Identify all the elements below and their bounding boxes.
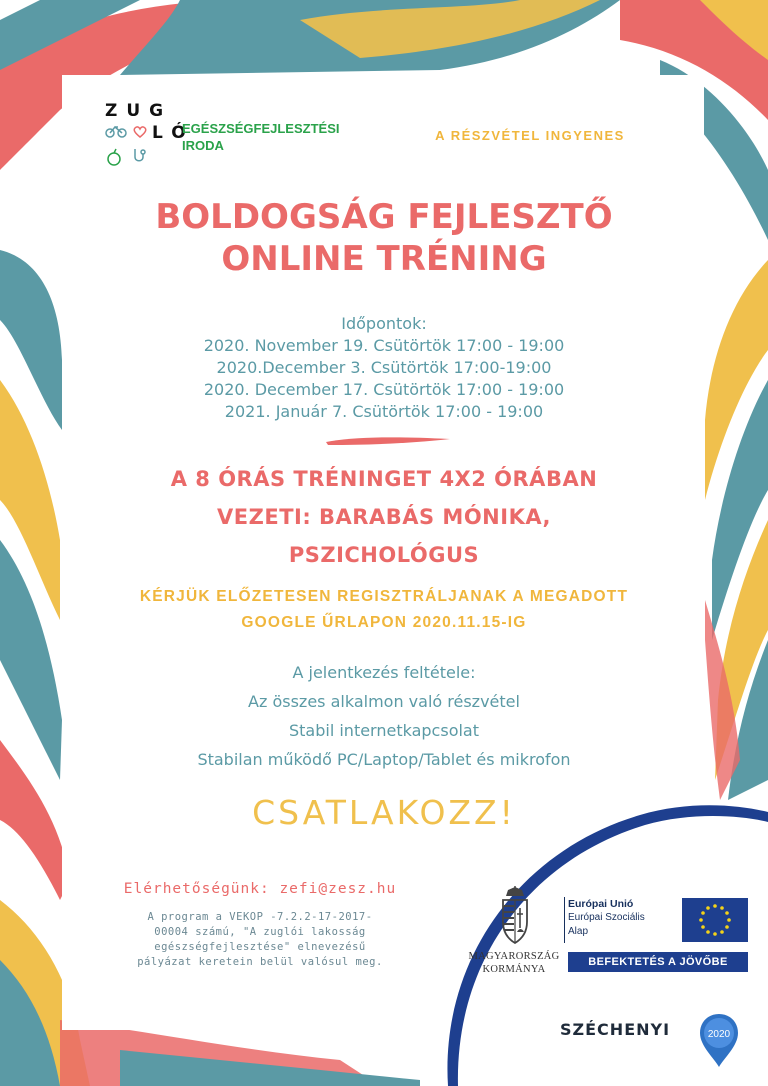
hungary-government-label: MAGYARORSZÁG KORMÁNYA [468,951,560,975]
date-item: 2020. November 19. Csütörtök 17:00 - 19:00 [203,336,565,355]
contact-email: Elérhetőségünk: zefi@zesz.hu [123,881,397,897]
eu-flag-icon [682,898,748,942]
condition-item: Stabil internetkapcsolat [288,721,479,740]
date-item: 2020.December 3. Csütörtök 17:00-19:00 [216,358,552,377]
eu-divider [564,897,565,943]
zuglo-logo-letters-row2: LÓ [152,123,195,143]
training-line-2: VEZETI: BARABÁS MÓNIKA, [217,505,551,529]
date-item: 2020. December 17. Csütörtök 17:00 - 19:00 [203,380,565,399]
conditions-heading: A jelentkezés feltétele: [292,663,476,682]
application-conditions [60,658,708,774]
stethoscope-icon [135,149,145,161]
date-item: 2021. Január 7. Csütörtök 17:00 - 19:00 [224,402,544,421]
dates-heading: Időpontok: [341,314,427,333]
bicycle-icon [106,127,126,137]
title-line-2: ONLINE TRÉNING [221,239,547,279]
heart-icon [134,127,146,137]
free-participation-note: A RÉSZVÉTEL INGYENES [435,128,625,143]
condition-item: Az összes alkalmon való részvétel [248,692,520,711]
registration-note: KÉRJÜK ELŐZETESEN REGISZTRÁLJANAK A MEGADOTT GOOGLE ŰRLAPON 2020.11.15-IG [139,588,629,631]
page-title [60,196,708,280]
health-office-name: EGÉSZSÉGFEJLESZTÉSI IRODA [182,121,340,153]
session-dates [60,313,708,423]
apple-icon [108,149,120,165]
divider-swash [324,434,452,448]
szechenyi-label: SZÉCHENYI [560,1020,671,1039]
szechenyi-2020-pin-icon [698,1012,740,1068]
condition-item: Stabilan működő PC/Laptop/Tablet és mikrofon [197,750,571,769]
eu-fund-label: Európai Unió Európai Szociális Alap [568,898,645,937]
funding-disclaimer: A program a VEKOP -7.2.2-17-2017- 00004 számú, "A zuglói lakosság egészségfejlesztése" elnevezésű pályázat keretein belül valósul meg. [137,911,383,968]
szechenyi-year: 2020 [707,1029,731,1040]
hungary-coat-of-arms-icon [498,886,532,946]
zuglo-logo-letters: ZUG [105,101,173,121]
training-line-3: PSZICHOLÓGUS [288,543,480,567]
call-to-action: CSATLAKOZZ! [252,793,516,832]
zuglo-logo-icons [105,124,155,170]
invest-in-future-banner: BEFEKTETÉS A JÖVŐBE [568,952,748,972]
title-line-1: BOLDOGSÁG FEJLESZTŐ [155,197,613,237]
training-info [60,460,708,574]
training-line-1: A 8 ÓRÁS TRÉNINGET 4X2 ÓRÁBAN [170,467,598,491]
